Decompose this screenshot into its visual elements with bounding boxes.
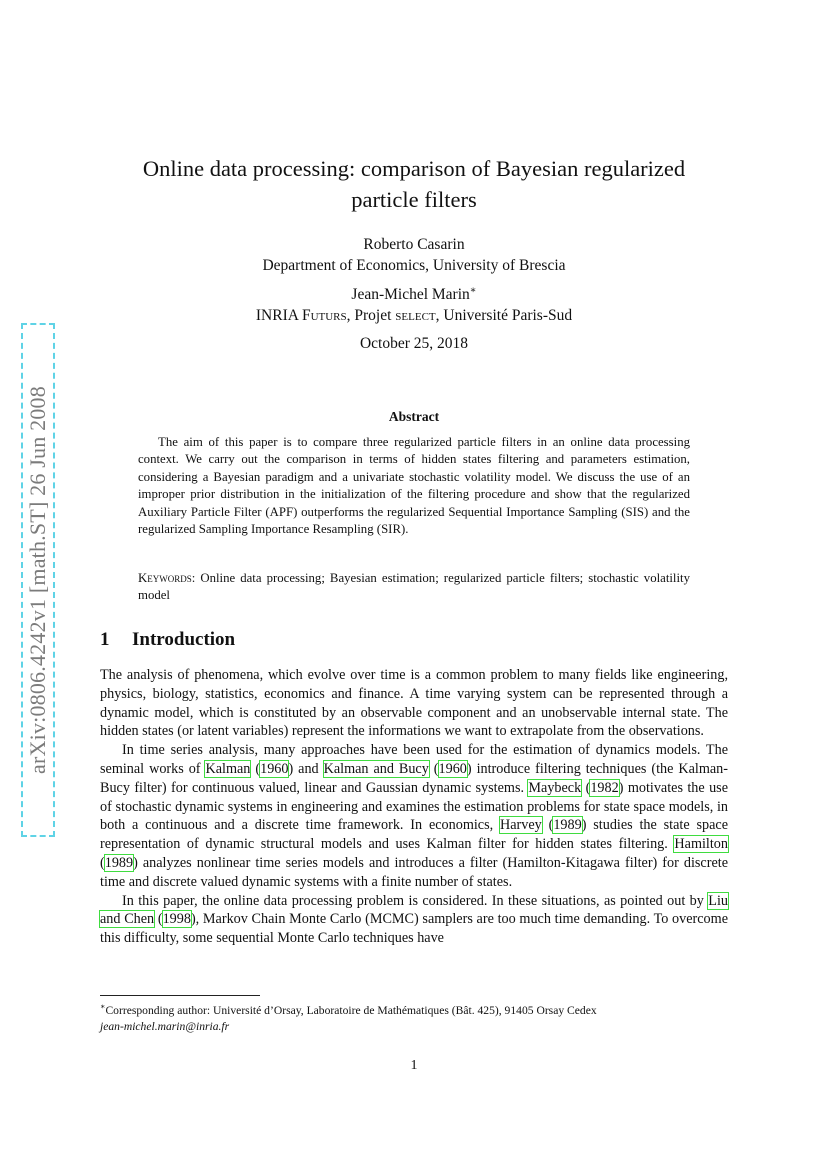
author-footnote-mark: ∗ — [469, 285, 477, 296]
author-name-2: Jean-Michel Marin∗ — [351, 285, 477, 304]
citation-year-hamilton[interactable]: 1989 — [104, 854, 134, 871]
page-number: 1 — [410, 1058, 418, 1073]
footnote-text: ∗Corresponding author: Université d’Orsay, Laboratoire de Mathématiques (Bât. 425), 91405 Orsay Cedex — [100, 1002, 597, 1017]
citation-year-kalman-bucy[interactable]: 1960 — [438, 760, 467, 777]
abstract-heading: Abstract — [388, 409, 440, 424]
author-affiliation-2: INRIA Futurs, Projet select, Université Paris-Sud — [255, 307, 573, 325]
paper-date: October 25, 2018 — [359, 335, 469, 352]
author-name-1: Roberto Casarin — [363, 236, 465, 253]
title-line-1: Online data processing: comparison of Bayesian regularized — [142, 156, 686, 181]
citation-link-harvey[interactable]: Harvey — [500, 817, 542, 834]
footnote-rule — [100, 995, 260, 996]
paragraph-2: In time series analysis, many approaches have been used for the estimation of dynamics models. The seminal works of Kalman (1960) and Kalman and Bucy (1960) introduce filtering techniques (the Kalman-Bucy filter) for continuous valued, linear and Gaussian dynamic systems. Maybeck (1982) motivates the use of stochastic dynamic systems in engineering and examines the estimation problems for state space models, in both a continuous and a discrete time framework. In economics, Harvey (1989) studies the state space representation of dynamic structural models and uses Kalman filter for hidden states filtering. Hamilton (1989) analyzes nonlinear time series models and introduces a filter (Hamilton-Kitagawa filter) for discrete time and discrete valued dynamic systems with a finite number of states. — [100, 742, 728, 890]
keywords-text: Online data processing; Bayesian estimation; regularized particle filters; stochastic volatility model — [138, 571, 690, 603]
footnote-email: jean-michel.marin@inria.fr — [100, 1019, 230, 1033]
author-block-1 — [100, 234, 728, 276]
paragraph-1: The analysis of phenomena, which evolve over time is a common problem to many fields like engineering, physics, biology, statistics, economics and finance. A time varying system can be represented through a dynamic model, which is constituted by an observable component and an unobservable internal state. The hidden states (or latent variables) represent the informations we want to extrapolate from the observations. — [100, 667, 728, 740]
citation-link-kalman-bucy[interactable]: Kalman and Bucy — [323, 760, 429, 777]
citation-year-harvey[interactable]: 1989 — [553, 817, 582, 834]
citation-link-kalman[interactable]: Kalman — [205, 760, 251, 777]
author-block-2 — [100, 280, 728, 326]
title-line-2: particle filters — [351, 187, 477, 212]
citation-link-maybeck[interactable]: Maybeck — [528, 779, 582, 796]
arxiv-identifier: arXiv:0806.4242v1 [math.ST] 26 Jun 2008 — [21, 323, 55, 837]
citation-link-hamilton[interactable]: Hamilton — [674, 836, 728, 853]
citation-year-maybeck[interactable]: 1982 — [590, 779, 619, 796]
citation-year-liu-chen[interactable]: 1998 — [162, 911, 191, 928]
section-number: 1 — [100, 629, 110, 650]
section-heading-introduction — [100, 629, 235, 651]
citation-year-kalman[interactable]: 1960 — [260, 760, 289, 777]
keywords — [138, 570, 690, 605]
introduction-body — [100, 666, 728, 948]
section-title: Introduction — [132, 629, 236, 650]
citation-link-liu-chen[interactable]: Liu and Chen — [100, 892, 728, 928]
footnote — [100, 999, 728, 1035]
paper-title — [100, 153, 728, 215]
author-affiliation-1: Department of Economics, University of Brescia — [262, 257, 566, 274]
arxiv-sidebar — [18, 330, 58, 830]
abstract-text: The aim of this paper is to compare three regularized particle filters in an online data processing context. We carry out the comparison in terms of hidden states filtering and parameters estimation, considering a Bayesian paradigm and a univariate stochastic volatility model. We discuss the use of an improper prior distribution in the initialization of the filtering procedure and show that the regularized Auxiliary Particle Filter (APF) outperforms the regularized Sequential Importance Sampling (SIS) and the regularized Sampling Importance Resampling (SIR). — [138, 435, 690, 537]
keywords-label: Keywords: — [138, 571, 196, 585]
paragraph-3: In this paper, the online data processing problem is considered. In these situations, as pointed out by Liu and Chen (1998), Markov Chain Monte Carlo (MCMC) samplers are too much time demanding. To overcome this difficulty, some sequential Monte Carlo techniques have — [100, 892, 728, 947]
